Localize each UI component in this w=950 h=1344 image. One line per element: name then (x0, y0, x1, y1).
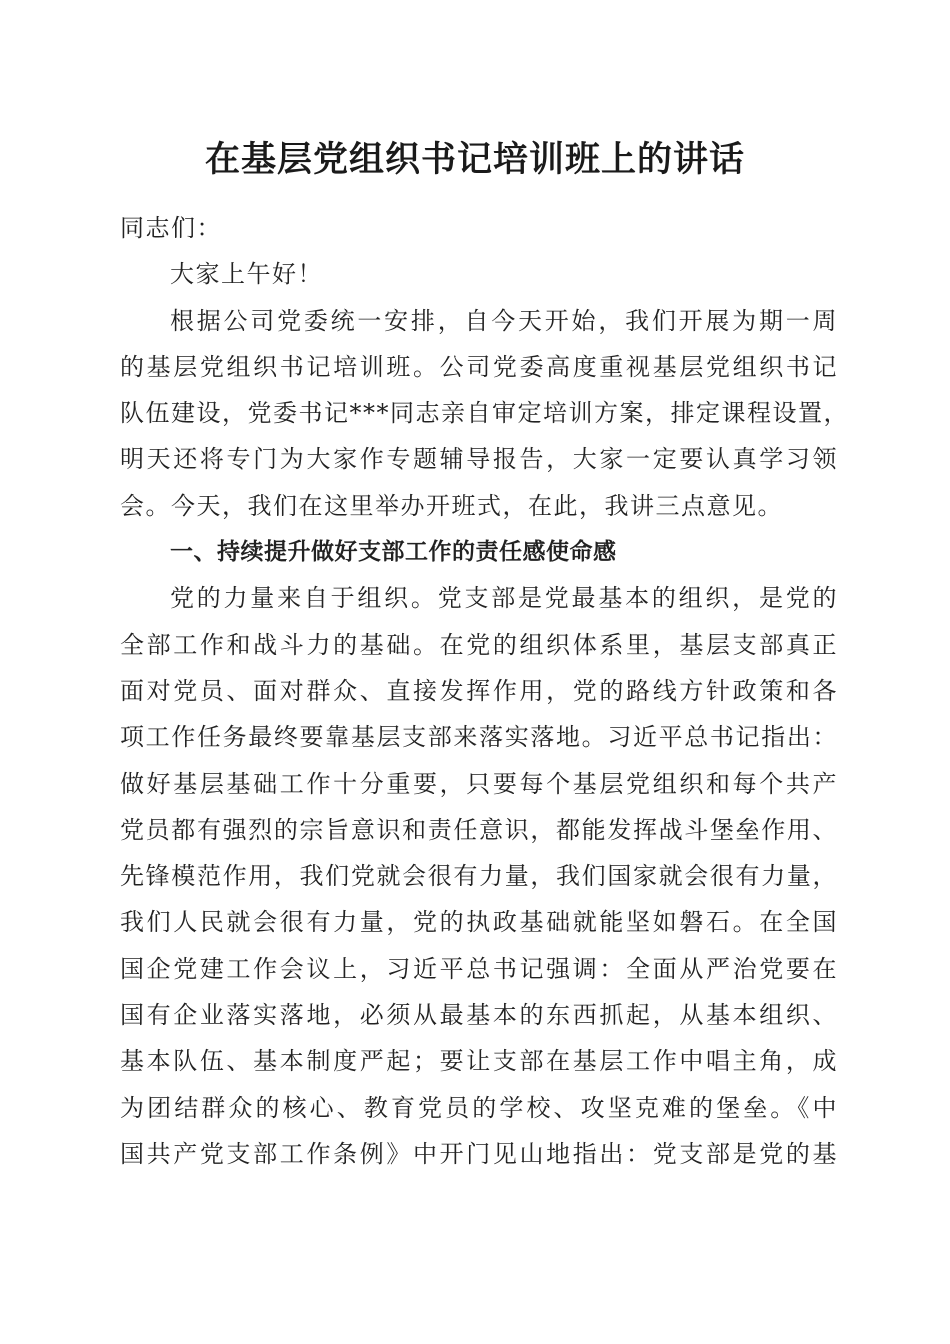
paragraph-line: 基本队伍、基本制度严起；要让支部在基层工作中唱主角，成 (120, 1047, 838, 1076)
paragraph-line: 面对党员、面对群众、直接发挥作用，党的路线方针政策和各 (120, 676, 838, 705)
paragraph-line: 项工作任务最终要靠基层支部来落实落地。习近平总书记指出： (120, 723, 838, 752)
section-heading: 一、持续提升做好支部工作的责任感使命感 (170, 539, 617, 566)
salutation: 同志们： (120, 214, 222, 242)
paragraph-line: 为团结群众的核心、教育党员的学校、攻坚克难的堡垒。《中 (120, 1093, 838, 1122)
paragraph-line: 会。今天，我们在这里举办开班式，在此，我讲三点意见。 (120, 491, 783, 520)
paragraph-line: 的基层党组织书记培训班。公司党委高度重视基层党组织书记 (120, 352, 838, 381)
greeting: 大家上午好！ (170, 260, 323, 289)
document-body (120, 205, 849, 1177)
paragraph-line: 明天还将专门为大家作专题辅导报告，大家一定要认真学习领 (120, 445, 838, 474)
paragraph-line: 全部工作和战斗力的基础。在党的组织体系里，基层支部真正 (120, 630, 838, 659)
document-title: 在基层党组织书记培训班上的讲话 (204, 139, 745, 180)
paragraph-line: 国企党建工作会议上，习近平总书记强调：全面从严治党要在 (120, 954, 838, 983)
paragraph-line: 先锋模范作用，我们党就会很有力量，我们国家就会很有力量， (120, 862, 838, 891)
paragraph-line: 国共产党支部工作条例》中开门见山地指出：党支部是党的基 (120, 1139, 838, 1168)
paragraph-line: 国有企业落实落地，必须从最基本的东西抓起，从基本组织、 (120, 1001, 838, 1030)
paragraph-line: 做好基层基础工作十分重要，只要每个基层党组织和每个共产 (120, 769, 838, 798)
paragraph-line: 队伍建设，党委书记***同志亲自审定培训方案，排定课程设置， (120, 399, 849, 428)
paragraph-line: 党员都有强烈的宗旨意识和责任意识，都能发挥战斗堡垒作用、 (120, 815, 838, 844)
paragraph-line: 我们人民就会很有力量，党的执政基础就能坚如磐石。在全国 (120, 908, 838, 937)
paragraph-line: 根据公司党委统一安排，自今天开始，我们开展为期一周 (170, 306, 838, 335)
paragraph-line: 党的力量来自于组织。党支部是党最基本的组织，是党的 (170, 584, 838, 613)
